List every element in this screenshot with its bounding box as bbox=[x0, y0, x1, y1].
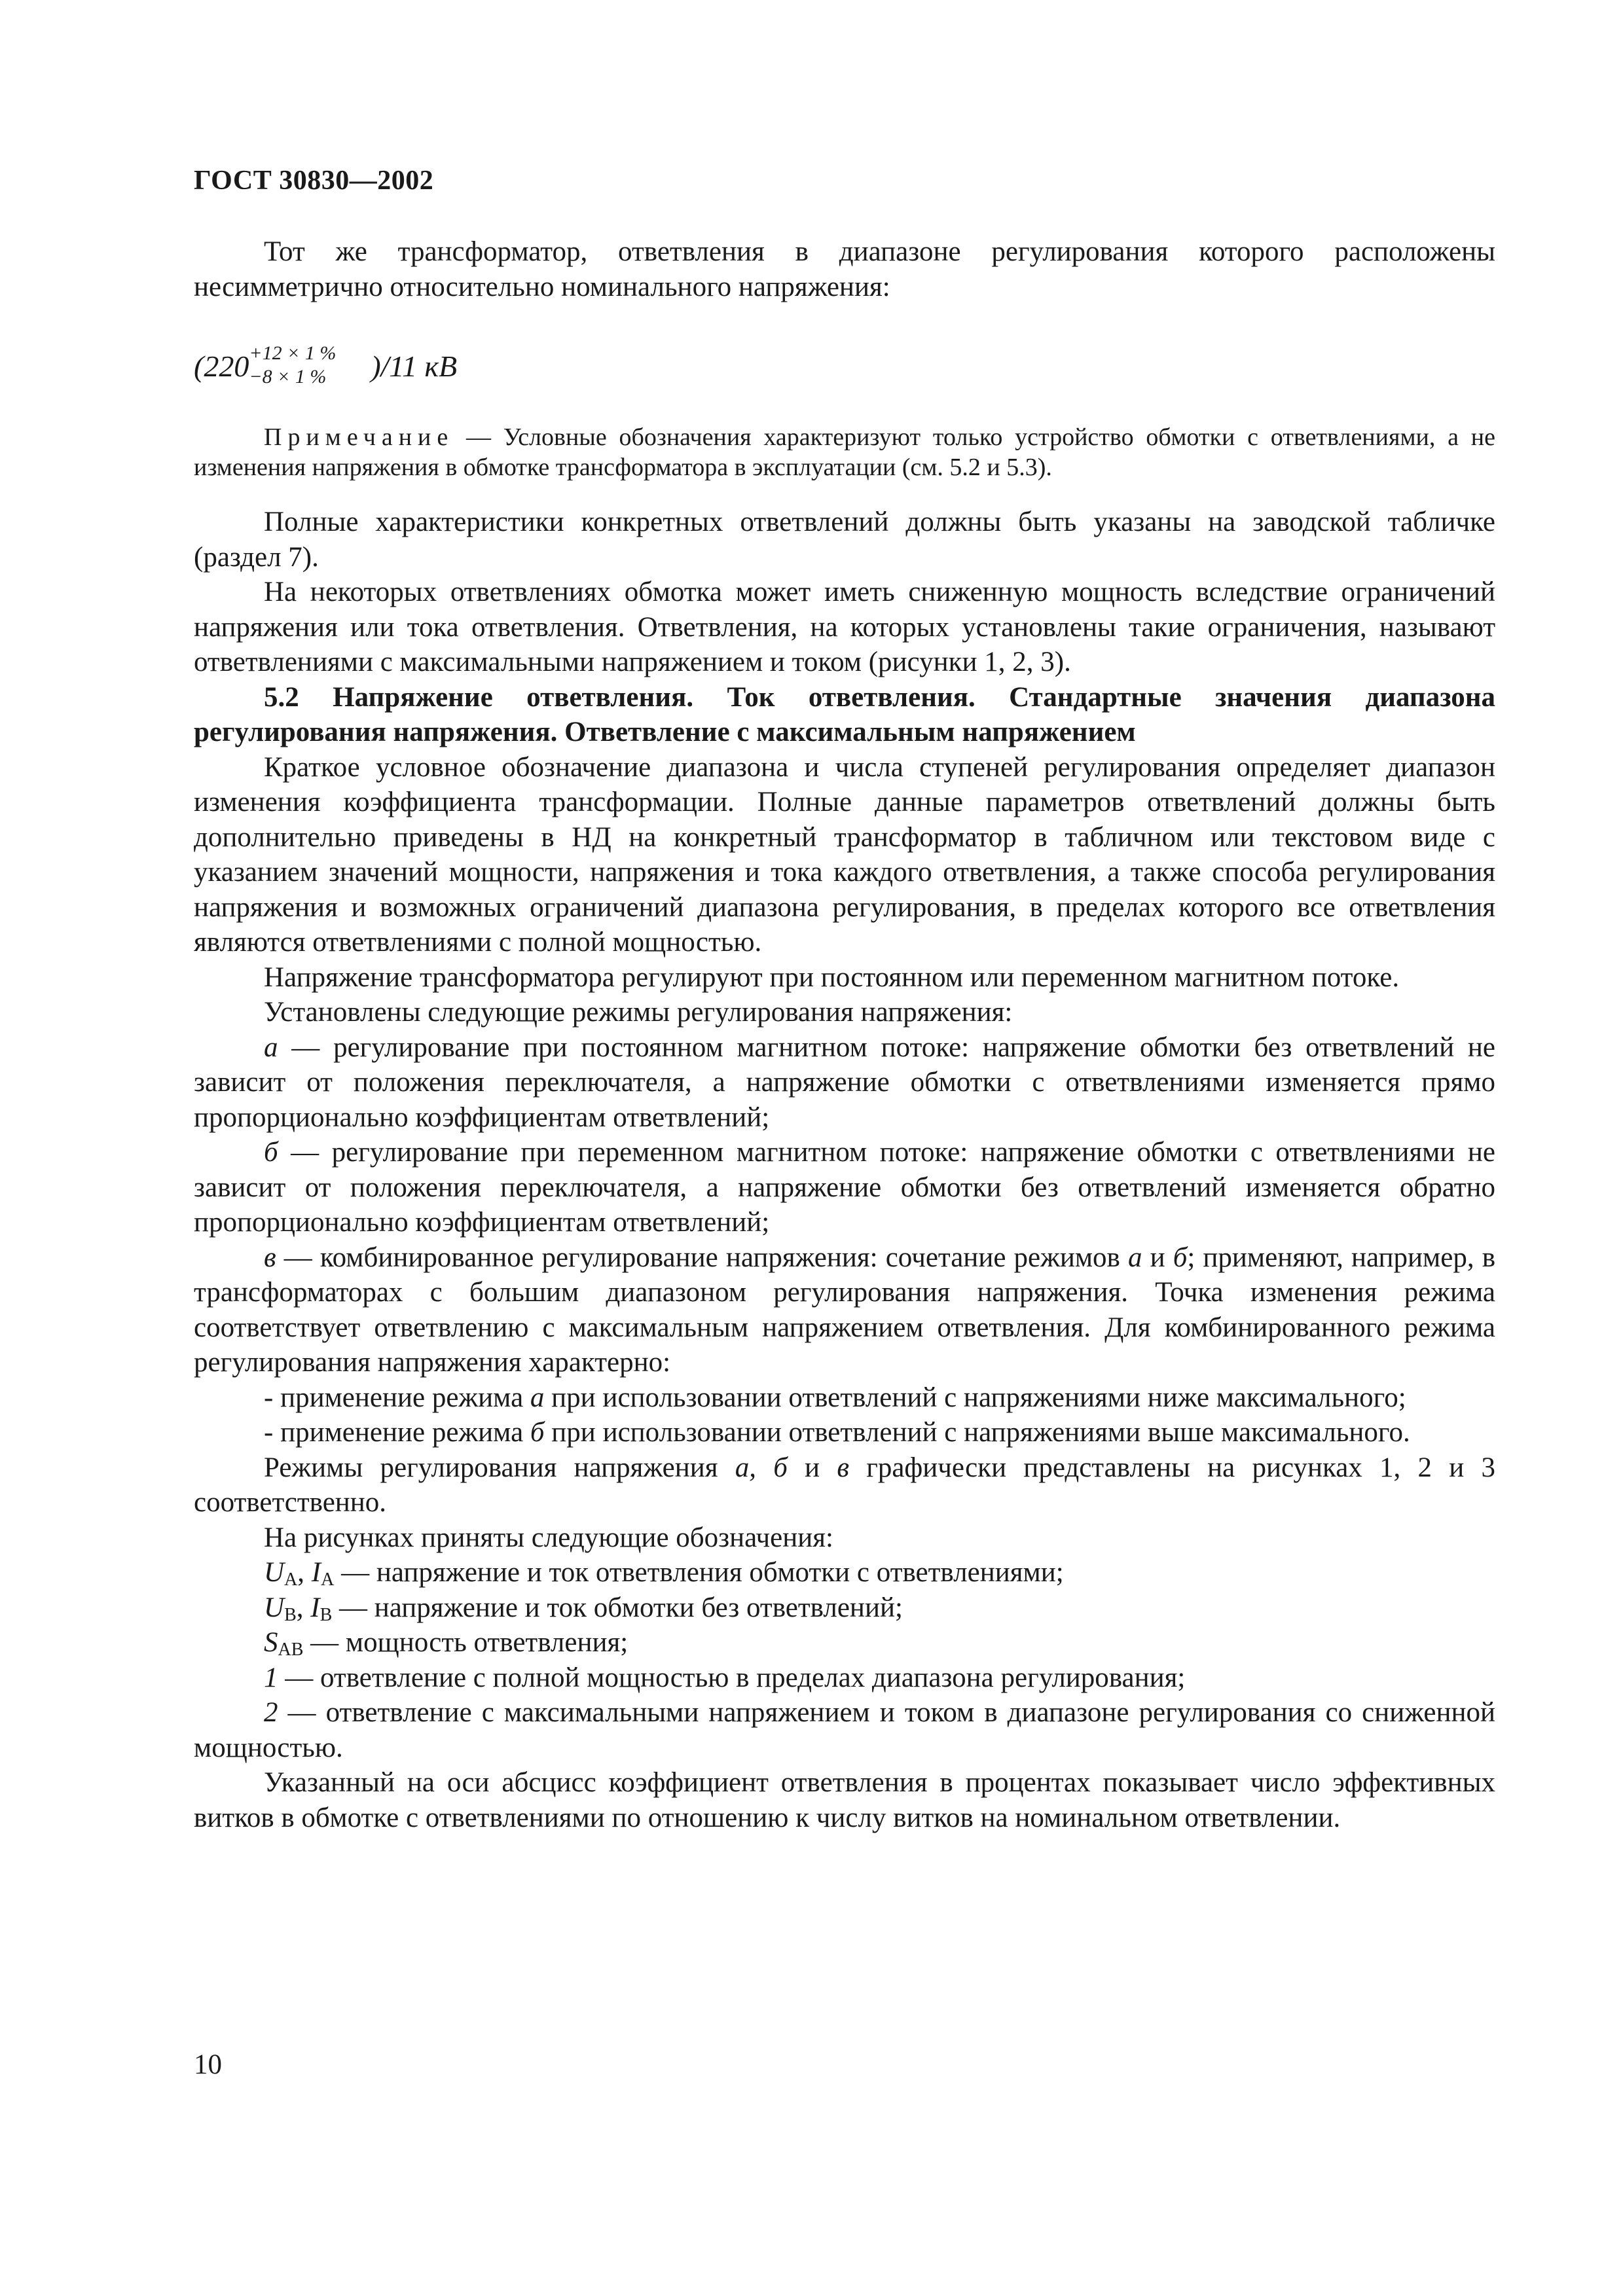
symbol: U bbox=[264, 1557, 285, 1588]
symbol: I bbox=[310, 1592, 320, 1623]
definition-item bbox=[194, 1660, 1495, 1696]
mode-ref: а, б bbox=[735, 1452, 788, 1483]
paragraph: Напряжение трансформатора регулируют при постоянном или переменном магнитном потоке. bbox=[264, 961, 1400, 993]
mode-ref: б bbox=[530, 1417, 545, 1448]
bullet-text: при использовании ответвлений с напряжениями выше максимального. bbox=[544, 1417, 1410, 1448]
symbol-subscript: B bbox=[319, 1604, 333, 1625]
document-header: ГОСТ 30830—2002 bbox=[194, 166, 434, 196]
symbol-subscript: A bbox=[284, 1570, 298, 1590]
bullet-item bbox=[194, 1380, 1495, 1416]
paragraph: На рисунках приняты следующие обозначения: bbox=[264, 1522, 833, 1553]
mode-text: — комбинированное регулирование напряжения: сочетание режимов bbox=[276, 1242, 1128, 1273]
definition-text: — напряжение и ток ответвления обмотки с ответвлениями; bbox=[334, 1557, 1064, 1588]
definition-text: — ответвление с полной мощностью в пределах диапазона регулирования; bbox=[278, 1662, 1186, 1693]
bullet-text: - применение режима bbox=[264, 1417, 530, 1448]
bullet-item bbox=[194, 1415, 1495, 1450]
separator: , bbox=[297, 1557, 312, 1588]
definition-item bbox=[194, 1695, 1495, 1765]
mode-ref: а bbox=[530, 1382, 545, 1413]
page-body bbox=[194, 234, 1495, 1835]
symbol: I bbox=[311, 1557, 321, 1588]
paragraph-text: графически представлены на рисунках 1, 2 и 3 соответственно. bbox=[194, 1452, 1495, 1518]
paragraph: На некоторых ответвлениях обмотка может иметь сниженную мощность вследствие ограничений напряжения или тока ответвления. Ответвления, на которых установлены такие ограничения, называют ответвлениями с максимальными напряжением и током (рисунки 1, 2, 3). bbox=[194, 577, 1495, 677]
mode-ref: в bbox=[837, 1452, 849, 1483]
mode-letter: а bbox=[264, 1031, 278, 1063]
note bbox=[194, 422, 1495, 482]
mode-b-item bbox=[194, 1135, 1495, 1240]
paragraph: Тот же трансформатор, ответвления в диапазоне регулирования которого расположены несимметрично относительно номинального напряжения: bbox=[194, 236, 1495, 302]
mode-a-item bbox=[194, 1030, 1495, 1136]
bullet-text: при использовании ответвлений с напряжениями ниже максимального; bbox=[544, 1382, 1406, 1413]
formula-base: (220 bbox=[194, 350, 249, 383]
symbol: U bbox=[264, 1592, 285, 1623]
paragraph-text: Режимы регулирования напряжения bbox=[264, 1452, 735, 1483]
formula-sub: −8 × 1 % bbox=[249, 366, 327, 388]
formula bbox=[194, 342, 1495, 388]
paragraph-text: и bbox=[787, 1452, 837, 1483]
definition-text: — ответвление с максимальными напряжением и током в диапазоне регулирования со сниженной мощностью. bbox=[194, 1697, 1495, 1763]
definition-item bbox=[194, 1555, 1495, 1590]
paragraph: Полные характеристики конкретных ответвлений должны быть указаны на заводской табличке (раздел 7). bbox=[194, 507, 1495, 573]
section-heading: 5.2 Напряжение ответвления. Ток ответвления. Стандартные значения диапазона регулирования напряжения. Ответвление с максимальным напряжением bbox=[194, 681, 1495, 747]
formula-sup: +12 × 1 % bbox=[249, 342, 337, 365]
definition-item bbox=[194, 1590, 1495, 1626]
paragraph bbox=[194, 1450, 1495, 1520]
mode-text: — регулирование при постоянном магнитном потоке: напряжение обмотки без ответвлений не зависит от положения переключателя, а напряжение обмотки с ответвлениями изменяется прямо пропорционально коэффициентам ответвлений; bbox=[194, 1031, 1495, 1133]
mode-text: ; применяют, например, в трансформаторах с большим диапазоном регулирования напряжения. Точка изменения режима соответствует ответвлению с максимальным напряжением ответвления. Для комбинированного режима регулирования напряжения характерно: bbox=[194, 1242, 1496, 1378]
mode-letter: б bbox=[264, 1137, 278, 1168]
symbol-subscript: AB bbox=[278, 1640, 304, 1660]
formula-tail: )/11 кВ bbox=[371, 350, 458, 383]
paragraph: Краткое условное обозначение диапазона и числа ступеней регулирования определяет диапазон изменения коэффициента трансформации. Полные данные параметров ответвлений должны быть дополнительно приведены в НД на конкретный трансформатор в табличном или текстовом виде с указанием значений мощности, напряжения и тока каждого ответвления, а также способа регулирования напряжения и возможных ограничений диапазона регулирования, в пределах которого все ответвления являются ответвлениями с полной мощностью. bbox=[194, 751, 1495, 958]
symbol: 2 bbox=[264, 1697, 278, 1728]
symbol: 1 bbox=[264, 1662, 278, 1693]
mode-text: и bbox=[1142, 1242, 1173, 1273]
symbol-subscript: A bbox=[321, 1570, 335, 1590]
paragraph: Установлены следующие режимы регулирования напряжения: bbox=[264, 997, 1013, 1028]
symbol: S bbox=[264, 1627, 278, 1658]
mode-ref: б bbox=[1173, 1242, 1188, 1273]
formula-tolerance bbox=[249, 342, 371, 391]
symbol-subscript: B bbox=[284, 1604, 297, 1625]
mode-text: — регулирование при переменном магнитном потоке: напряжение обмотки с ответвлениями не зависит от положения переключателя, а напряжение обмотки без ответвлений изменяется обратно пропорционально коэффициентам ответвлений; bbox=[194, 1137, 1495, 1238]
separator: , bbox=[296, 1592, 311, 1623]
paragraph: Указанный на оси абсцисс коэффициент ответвления в процентах показывает число эффективных витков в обмотке с ответвлениями по отношению к числу витков на номинальном ответвлении. bbox=[194, 1767, 1495, 1833]
mode-ref: а bbox=[1127, 1242, 1142, 1273]
definition-item bbox=[194, 1625, 1495, 1660]
note-label: Примечание bbox=[264, 423, 454, 451]
mode-letter: в bbox=[264, 1242, 276, 1273]
mode-c-item bbox=[194, 1240, 1495, 1380]
page-number: 10 bbox=[194, 2049, 222, 2080]
bullet-text: - применение режима bbox=[264, 1382, 530, 1413]
note-text: — Условные обозначения характеризуют только устройство обмотки с ответвлениями, а не изменения напряжения в обмотке трансформатора в эксплуатации (см. 5.2 и 5.3). bbox=[194, 423, 1495, 481]
definition-text: — напряжение и ток обмотки без ответвлений; bbox=[332, 1592, 903, 1623]
definition-text: — мощность ответвления; bbox=[303, 1627, 629, 1658]
